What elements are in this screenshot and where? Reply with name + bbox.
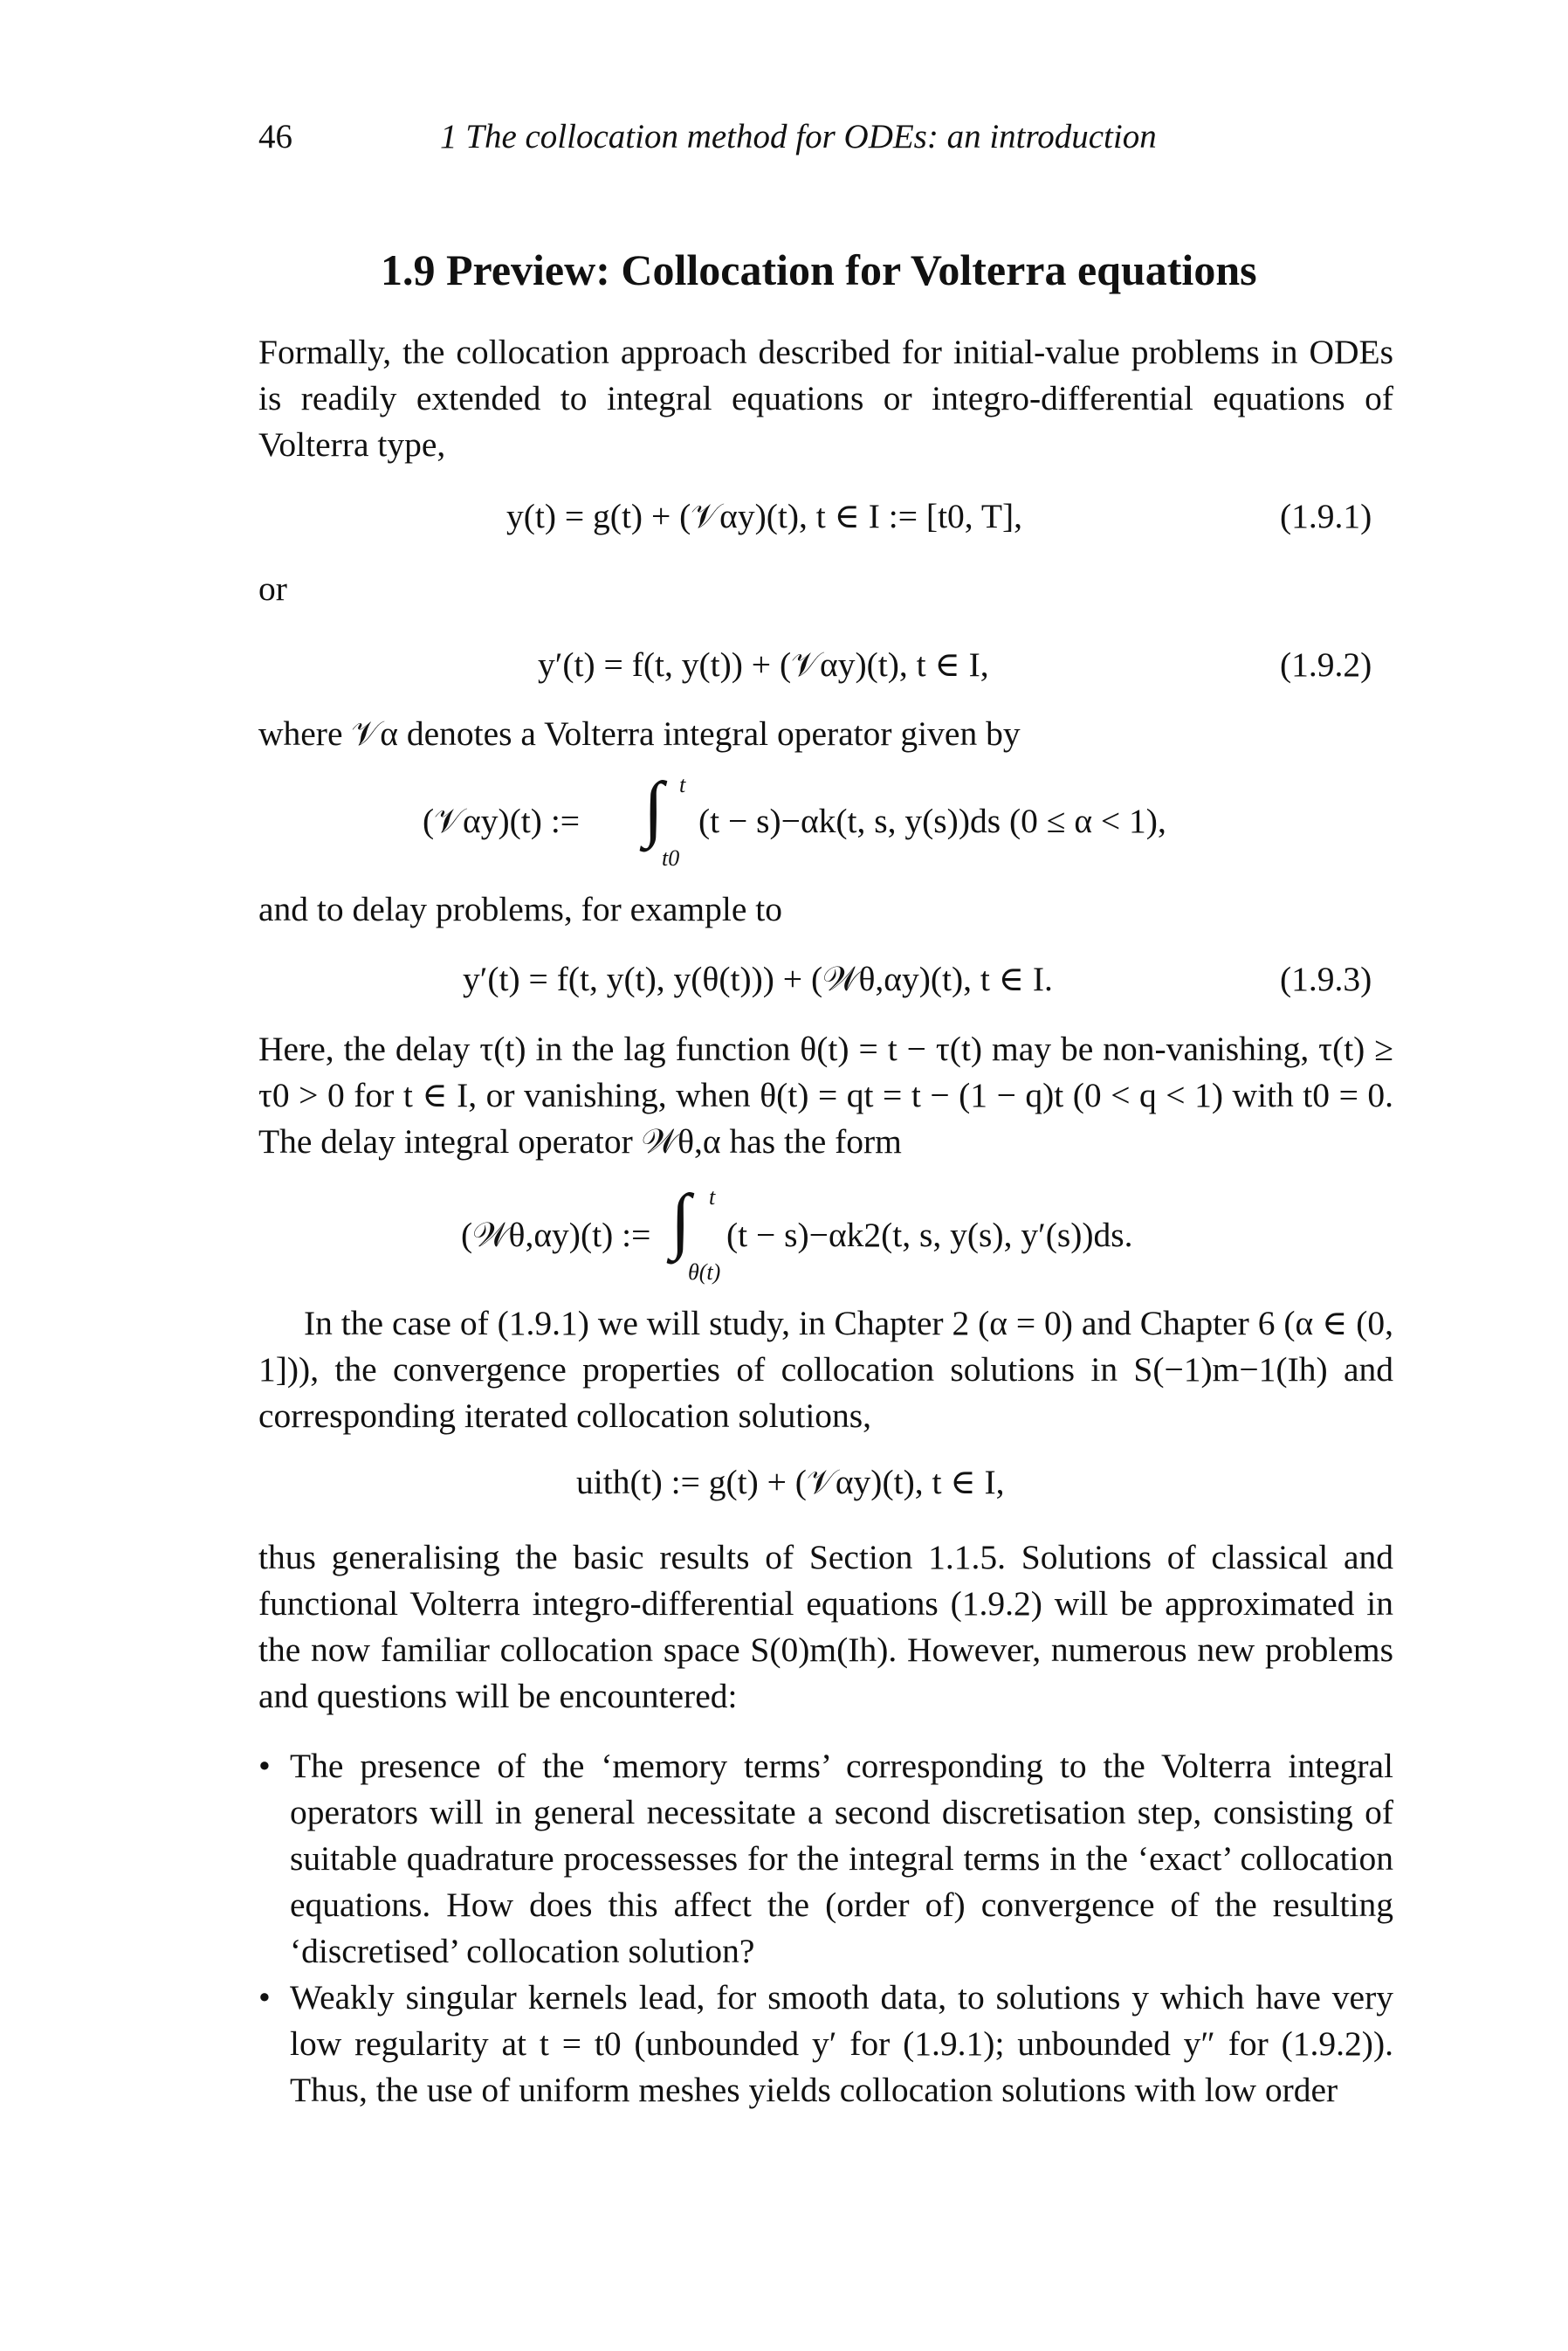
list-item [258, 1975, 1393, 2113]
or-text: or [258, 569, 287, 608]
page-header [258, 117, 1393, 169]
volterra-integrand: (t − s)−αk(t, s, y(s))ds (0 ≤ α < 1), [698, 802, 1166, 840]
bullet-icon: • [258, 1978, 271, 2017]
bullet-icon: • [258, 1747, 271, 1785]
lag-function-paragraph: Here, the delay τ(t) in the lag function θ(t) = t − τ(t) may be non-vanishing, τ(t) ≥ τ0 > 0 for t ∈ I, or vanishing, when θ(t) = qt = t − (1 − q)t (0 < q < 1) with t0 = 0. The delay integral operator 𝒲θ,α has the form [258, 1030, 1393, 1161]
delay-text: and to delay problems, for example to [258, 890, 783, 928]
page-number: 46 [258, 118, 292, 155]
equation-number-1-9-1: (1.9.1) [1280, 497, 1372, 535]
list-item-text: Weakly singular kernels lead, for smooth data, to solutions y which have very low regularity at t = t0 (unbounded y′ for (1.9.1); unbounded y″ for (1.9.2)). Thus, the use of uniform meshes yields collocation solutions with low order [290, 1978, 1393, 2109]
list-item-text: The presence of the ‘memory terms’ corresponding to the Volterra integral operators will in general necessitate a second discretisation step, consisting of suitable quadrature processesses for the integral terms in the ‘exact’ collocation equations. How does this affect the (order of) convergence of the resulting ‘discretised’ collocation solution? [290, 1747, 1393, 1970]
running-title: 1 The collocation method for ODEs: an introduction [440, 118, 1157, 155]
delay-upper-limit: t [709, 1184, 716, 1210]
delay-integrand: (t − s)−αk2(t, s, y(s), y′(s))ds. [726, 1216, 1133, 1254]
equation-1-9-3: y′(t) = f(t, y(t), y(θ(t))) + (𝒲θ,αy)(t), t ∈ I. [463, 960, 1053, 998]
delay-lhs: (𝒲θ,αy)(t) := [461, 1216, 651, 1254]
equation-number-1-9-2: (1.9.2) [1280, 645, 1372, 684]
volterra-lhs: (𝒱αy)(t) := [423, 802, 581, 840]
volterra-upper-limit: t [679, 772, 686, 797]
list-item [258, 1743, 1393, 1975]
convergence-paragraph: In the case of (1.9.1) we will study, in Chapter 2 (α = 0) and Chapter 6 (α ∈ (0, 1])), the convergence properties of collocation solutions in S(−1)m−1(Ih) and corresponding iterated collocation solutions, [258, 1304, 1393, 1435]
integral-sign: ∫ [643, 768, 664, 849]
equation-number-1-9-3: (1.9.3) [1280, 960, 1372, 998]
section-title: 1.9 Preview: Collocation for Volterra equations [381, 245, 1257, 294]
generalising-paragraph: thus generalising the basic results of Section 1.1.5. Solutions of classical and functional Volterra integro-differential equations (1.9.2) will be approximated in the now familiar collocation space S(0)m(Ih). However, numerous new problems and questions will be encountered: [258, 1538, 1393, 1715]
question-list [258, 1743, 1393, 2113]
equation-1-9-2: y′(t) = f(t, y(t)) + (𝒱αy)(t), t ∈ I, [538, 645, 989, 684]
equation-1-9-1: y(t) = g(t) + (𝒱αy)(t), t ∈ I := [t0, T], [506, 497, 1022, 535]
where-text: where 𝒱α denotes a Volterra integral operator given by [258, 714, 1021, 753]
delay-lower-limit: θ(t) [688, 1259, 721, 1285]
integral-sign: ∫ [671, 1180, 691, 1261]
intro-paragraph: Formally, the collocation approach described for initial-value problems in ODEs is readily extended to integral equations or integro-differential equations of Volterra type, [258, 333, 1393, 464]
iterated-collocation-equation: uith(t) := g(t) + (𝒱αy)(t), t ∈ I, [576, 1463, 1005, 1501]
volterra-lower-limit: t0 [662, 845, 680, 871]
